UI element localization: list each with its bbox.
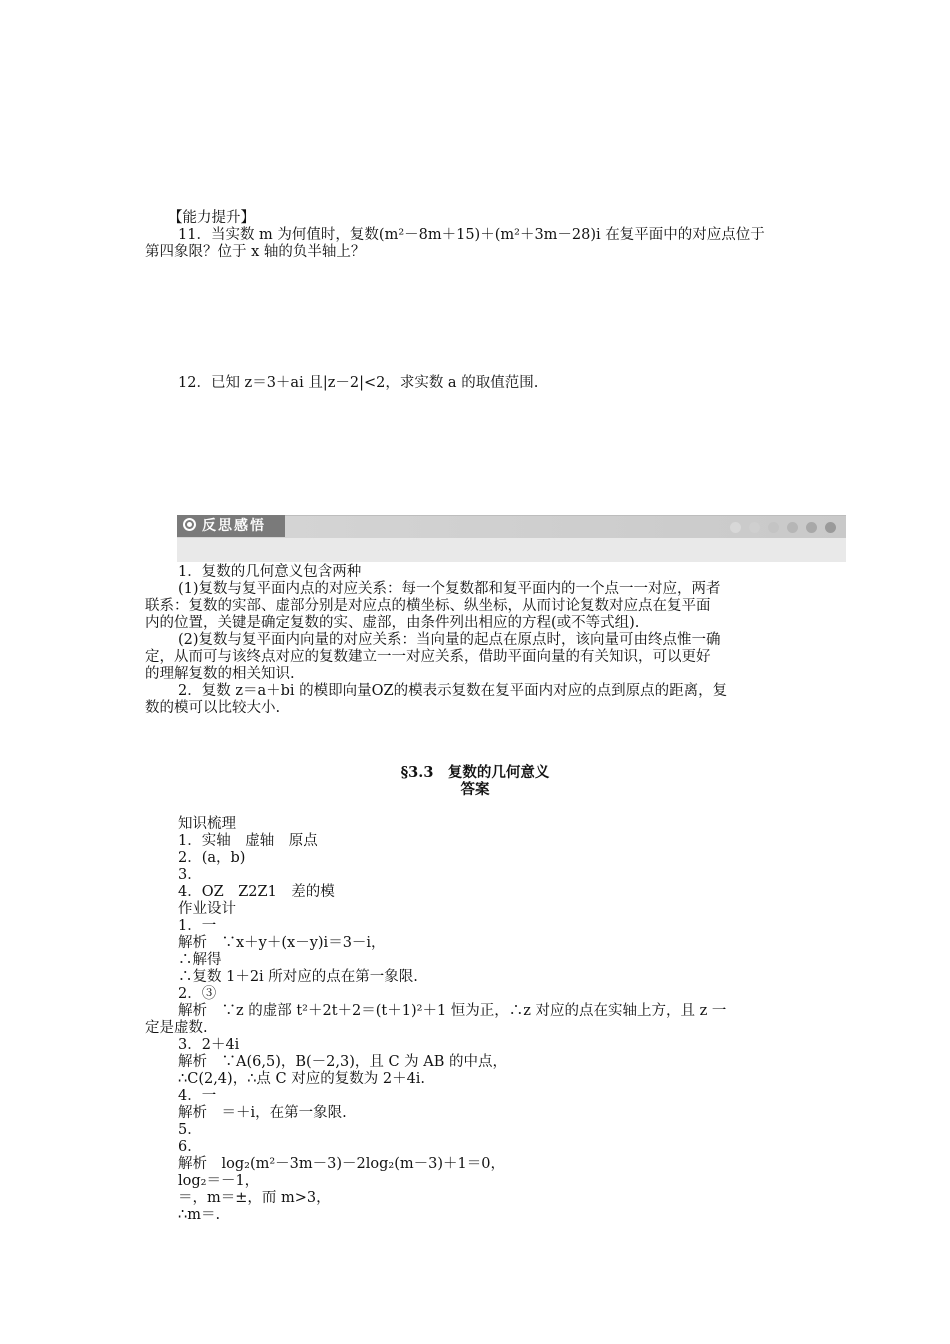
- question-11-line1: 11．当实数 m 为何值时，复数(m²－8m＋15)＋(m²＋3m－28)i 在复平面中的对应点位于: [178, 227, 765, 243]
- answer-line: 2．(a，b): [178, 850, 246, 866]
- question-11-line2: 第四象限？位于 x 轴的负半轴上？: [145, 244, 366, 260]
- answer-line: ∴复数 1＋2i 所对应的点在第一象限.: [178, 969, 418, 985]
- reflection-line: 定，从而可与该终点对应的复数建立一一对应关系，借助平面向量的有关知识，可以更好: [145, 649, 711, 665]
- answer-line: 1．实轴 虚轴 原点: [178, 833, 318, 849]
- answer-line: 4．OZ Z2Z1 差的模: [178, 884, 335, 900]
- answer-line: ∴m＝.: [178, 1207, 221, 1223]
- reflection-line: 内的位置，关键是确定复数的实、虚部，由条件列出相应的方程(或不等式组).: [145, 615, 640, 631]
- answer-line: 定是虚数.: [145, 1020, 208, 1036]
- banner-label-text: 反思感悟: [202, 518, 266, 534]
- reflection-line: 联系：复数的实部、虚部分别是对应点的横坐标、纵坐标，从而讨论复数对应点在复平面: [145, 598, 711, 614]
- answer-line: 2．③: [178, 986, 217, 1002]
- dot-icon: [730, 522, 741, 533]
- answer-line: ＝，m＝±，而 m>3，: [178, 1190, 331, 1206]
- answer-line: ∴解得: [178, 952, 222, 968]
- section-header-improve: 【能力提升】: [168, 210, 255, 226]
- answer-line: 1．一: [178, 918, 217, 934]
- circle-bullet-icon: [183, 518, 196, 531]
- answer-section-title: §3.3 复数的几何意义: [400, 764, 550, 781]
- answer-section-subtitle: 答案: [460, 781, 490, 798]
- answer-line: 解析 ∵x＋y＋(x－y)i＝3－i，: [178, 935, 386, 951]
- answer-line: 4．一: [178, 1088, 217, 1104]
- dot-icon: [749, 522, 760, 533]
- reflection-line: (1)复数与复平面内点的对应关系：每一个复数都和复平面内的一个点一一对应，两者: [178, 581, 721, 597]
- answer-line: 作业设计: [178, 901, 236, 917]
- reflection-line: 数的模可以比较大小.: [145, 700, 281, 716]
- question-12: 12．已知 z＝3＋ai 且|z－2|<2，求实数 a 的取值范围.: [178, 375, 539, 391]
- answer-line: 3．: [178, 867, 202, 883]
- answer-line: 5．: [178, 1122, 202, 1138]
- answer-line: log₂＝－1，: [178, 1173, 260, 1189]
- reflection-line: (2)复数与复平面内向量的对应关系：当向量的起点在原点时，该向量可由终点惟一确: [178, 632, 721, 648]
- answer-line: 解析 ∵z 的虚部 t²＋2t＋2＝(t＋1)²＋1 恒为正，∴z 对应的点在实轴上方，且 z 一: [178, 1003, 727, 1019]
- answer-line: ∴C(2,4)，∴点 C 对应的复数为 2＋4i.: [178, 1071, 426, 1087]
- reflection-line: 1．复数的几何意义包含两种: [178, 564, 362, 580]
- reflection-banner: [177, 515, 846, 562]
- dot-icon: [825, 522, 836, 533]
- banner-underbar: [177, 538, 846, 562]
- banner-label: [177, 515, 285, 537]
- answer-line: 知识梳理: [178, 816, 236, 832]
- answer-line: 6．: [178, 1139, 202, 1155]
- answer-line: 3．2＋4i: [178, 1037, 240, 1053]
- dot-icon: [806, 522, 817, 533]
- reflection-line: 的理解复数的相关知识.: [145, 666, 295, 682]
- answer-line: 解析 ∵A(6,5)，B(－2,3)，且 C 为 AB 的中点，: [178, 1054, 508, 1070]
- answer-line: 解析 log₂(m²－3m－3)－2log₂(m－3)＋1＝0，: [178, 1156, 505, 1172]
- reflection-line: 2．复数 z＝a＋bi 的模即向量OZ的模表示复数在复平面内对应的点到原点的距离，复: [178, 683, 728, 699]
- banner-dots: [722, 521, 836, 538]
- dot-icon: [787, 522, 798, 533]
- dot-icon: [768, 522, 779, 533]
- answer-line: 解析 ＝＋i，在第一象限.: [178, 1105, 347, 1121]
